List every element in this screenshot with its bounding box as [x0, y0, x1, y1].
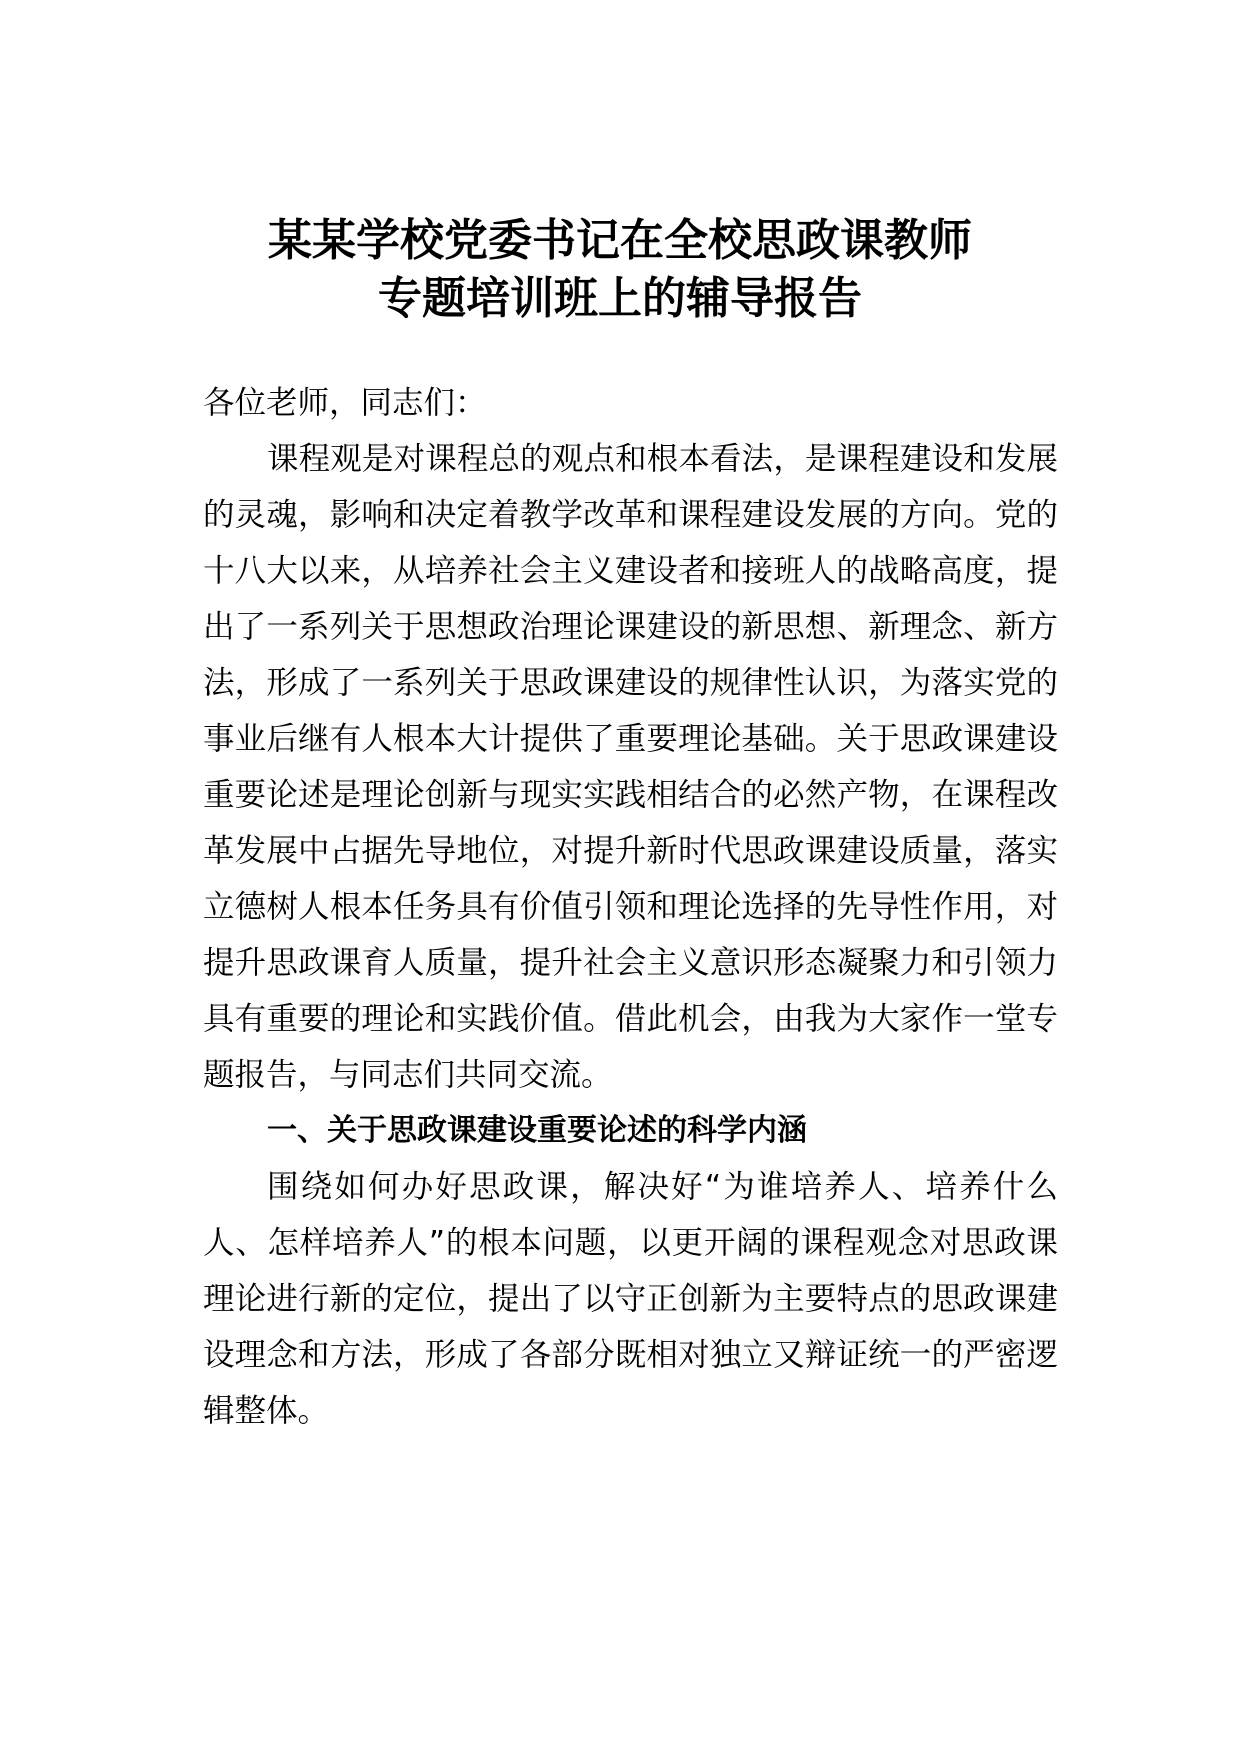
section-1-paragraph: 围绕如何办好思政课，解决好“为谁培养人、培养什么人、怎样培养人”的根本问题，以更开阔的课程观念对思政课理论进行新的定位，提出了以守正创新为主要特点的思政课建设理念和方法，形成了各部分既相对独立又辩证统一的严密逻辑整体。: [203, 1169, 1058, 1429]
title-line-1: 某某学校党委书记在全校思政课教师: [268, 215, 972, 266]
section-heading-1: 一、关于思政课建设重要论述的科学内涵: [267, 1113, 807, 1148]
intro-paragraph: 课程观是对课程总的观点和根本看法，是课程建设和发展的灵魂，影响和决定着教学改革和课程建设发展的方向。党的十八大以来，从培养社会主义建设者和接班人的战略高度，提出了一系列关于思想政治理论课建设的新思想、新理念、新方法，形成了一系列关于思政课建设的规律性认识，为落实党的事业后继有人根本大计提供了重要理论基础。关于思政课建设重要论述是理论创新与现实实践相结合的必然产物，在课程改革发展中占据先导地位，对提升新时代思政课建设质量，落实立德树人根本任务具有价值引领和理论选择的先导性作用，对提升思政课育人质量，提升社会主义意识形态凝聚力和引领力具有重要的理论和实践价值。借此机会，由我为大家作一堂专题报告，与同志们共同交流。: [203, 441, 1058, 1093]
document-title: [150, 212, 1090, 328]
title-line-2: 专题培训班上的辅导报告: [378, 273, 862, 324]
salutation: 各位老师，同志们：: [203, 385, 487, 421]
document-body: [203, 375, 1058, 1439]
